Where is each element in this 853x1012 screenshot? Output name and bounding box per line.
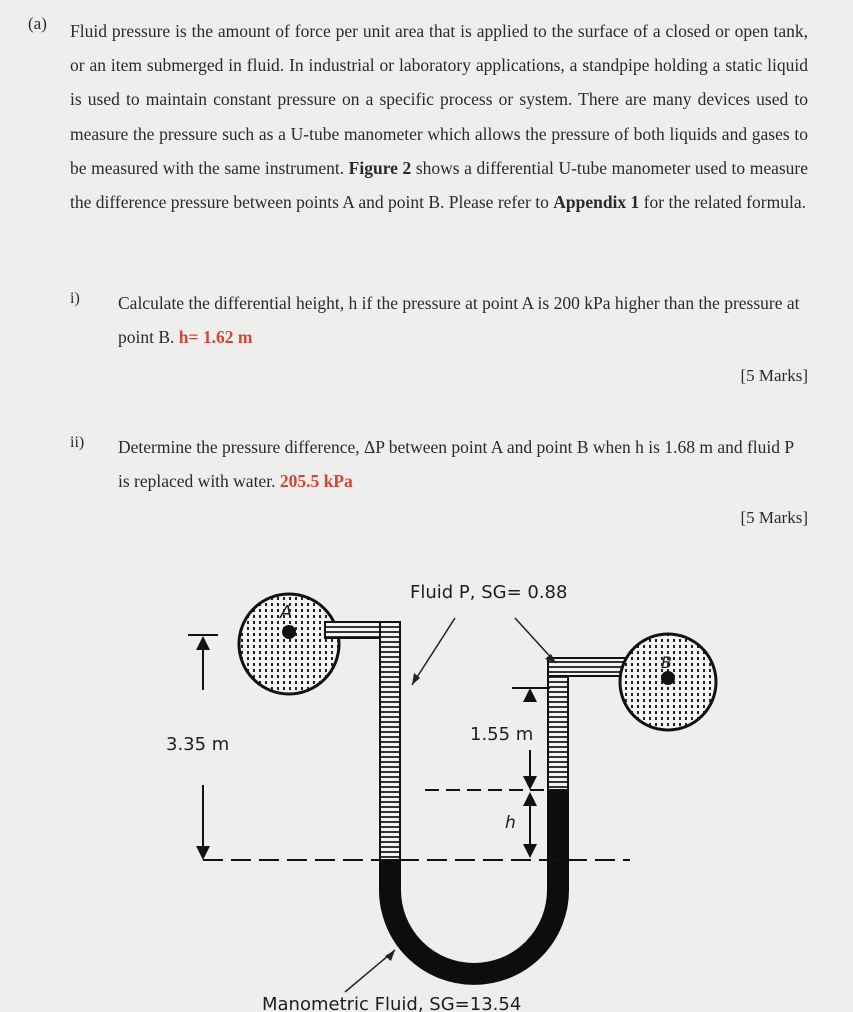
- h-label: h: [505, 813, 516, 833]
- right-connector-pipe: [548, 658, 628, 676]
- paragraph-mid: shows a differential U-tube manometer used to measure the difference pressure between points A and point B. Please refer to: [70, 157, 809, 213]
- fluid-p-label: Fluid P, SG= 0.88: [410, 582, 568, 603]
- dim-155-down-arrow: [523, 776, 537, 790]
- h-down-arrow: [523, 844, 537, 858]
- height-right-label: 1.55 m: [470, 724, 534, 745]
- subquestion-2-answer: 205.5 kPa: [279, 471, 353, 491]
- manometer-figure: [0, 560, 853, 1012]
- question-paragraph: [70, 14, 808, 219]
- question-label: (a): [28, 14, 47, 33]
- subquestion-1-answer: h= 1.62 m: [178, 327, 253, 347]
- subquestion-2-number: ii): [70, 434, 85, 451]
- point-a-label: A: [280, 602, 293, 623]
- manometric-fluid-label: Manometric Fluid, SG=13.54: [262, 994, 522, 1012]
- paragraph-intro: Fluid pressure is the amount of force per unit area that is applied to the surface of a closed or open tank, or an item submerged in fluid. In industrial or laboratory applications, a standpipe holding a static liquid is used to maintain constant pressure on a specific process or system. There are many devices used to measure the pressure such as a U-tube manometer which allows the pressure of both liquids and gases to be measured with the same instrument.: [70, 21, 808, 178]
- subquestion-2-prompt: Determine the pressure difference, ΔP between point A and point B when h is 1.68 m and fluid P is replaced with water.: [118, 437, 794, 491]
- manometric-arrowhead: [385, 950, 395, 961]
- subquestion-2-text: [118, 430, 808, 498]
- paragraph-end: for the related formula.: [643, 192, 806, 213]
- dim-335-up-arrow: [196, 636, 210, 650]
- subquestion-1-text: [118, 286, 808, 354]
- left-tube-fluid-p: [380, 622, 400, 862]
- u-tube-manometric-fluid: [380, 790, 568, 984]
- dim-335-down-arrow: [196, 846, 210, 860]
- h-up-arrow: [523, 792, 537, 806]
- height-left-label: 3.35 m: [166, 734, 230, 755]
- point-b-marker: [661, 671, 675, 685]
- figure-reference: Figure 2: [348, 157, 412, 178]
- right-tube-fluid-p: [548, 660, 568, 790]
- fluid-p-arrow-left: [412, 618, 455, 685]
- dim-155-up-arrow: [523, 688, 537, 702]
- subquestion-1-number: i): [70, 290, 80, 307]
- point-b-label: B: [661, 653, 672, 672]
- subquestion-1-marks: [5 Marks]: [740, 366, 808, 385]
- subquestion-1-prompt: Calculate the differential height, h if the pressure at point A is 200 kPa higher than the pressure at point B.: [118, 293, 800, 347]
- subquestion-2-marks: [5 Marks]: [740, 508, 808, 527]
- appendix-reference: Appendix 1: [553, 192, 640, 213]
- point-a-marker: [282, 625, 296, 639]
